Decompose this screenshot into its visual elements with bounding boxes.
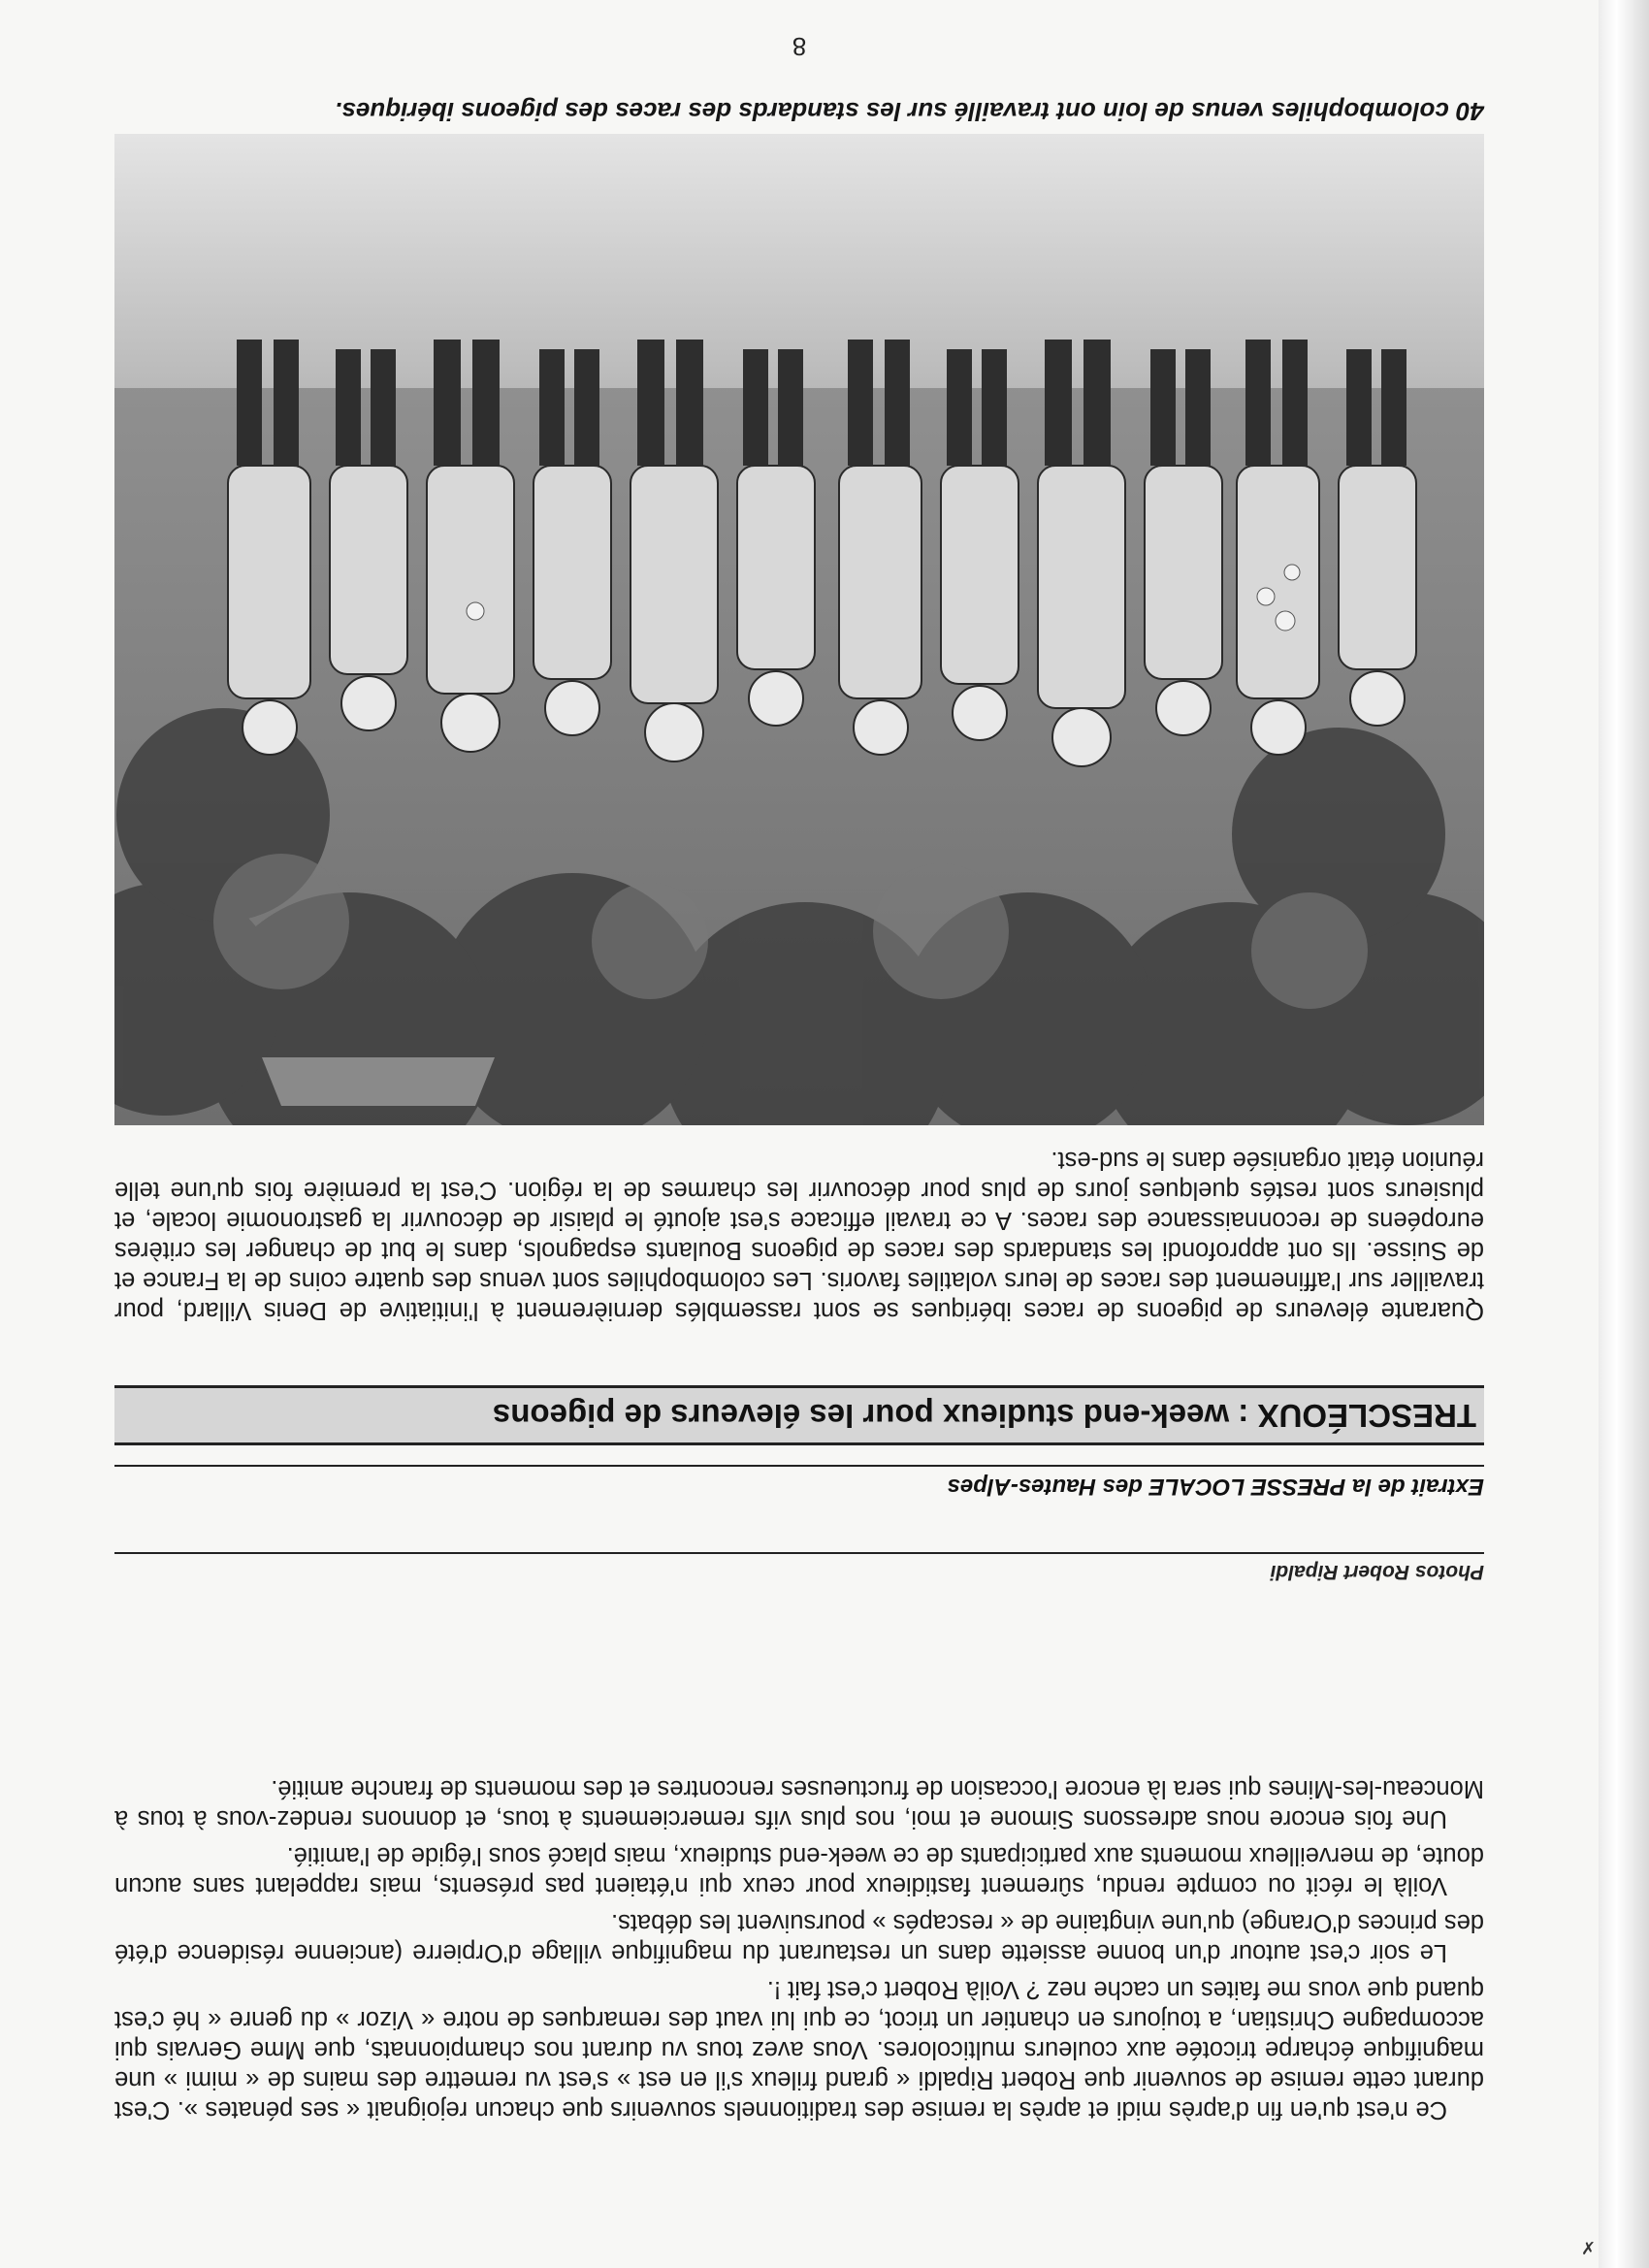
report-paragraph: Ce n'est qu'en fin d'après midi et après la remise des traditionnels souvenirs que chacun rejoignait « ses pénates ». C'est durant cette remise de souvenir que Robert Ripaldi « grand frileux s'il en est » s'est vu remettre des mains de « mimi » une magnifique écharpe tricotée aux couleurs multicolores. Vous avez tous vu durant nos championnats, que Mme Gervais qui accompagne Christian, a toujours en chantier un tricot, ce qui lui vaut des remarques de notre « Vizor » du genre « hé c'est quand que vous me faites un cache nez ? Voilà Robert c'est fait !. [114,1976,1484,2123]
headline-band [114,1385,1484,1445]
report-paragraph: Une fois encore nous adressons Simone et moi, nos plus vifs remerciements à tous, et donnons rendez-vous à tous à Monceau-les-Mines qui sera là encore l'occasion de fructueuses rencontres et des moments de franche amitié. [114,1775,1484,1832]
report-paragraph: Voilà le récit ou compte rendu, sûrement fastidieux pour ceux qui n'étaient pas présents, mais rappelant sans aucun doute, de merveilleux moments aux participants de ce week-end studieux, mais placé sous l'égide de l'amitié. [114,1842,1484,1899]
photo-credit: Photos Robert Ripaldi [114,1552,1484,1583]
pen-mark-icon: ✗ [1581,2239,1597,2259]
article-text: Quarante éleveurs de pigeons de races ibériques se sont rassemblés dernièrement à l'initiative de Denis Villard, pour travailler sur l'affinement des races de leurs volatiles favoris. Les colombophiles sont venus des quatre coins de la France et de Suisse. Ils ont approfondi les standards des races de pigeons Boulants espagnols, dans le but de changer les critères européens de reconnaissance des races. A ce travail efficace s'est ajouté le plaisir de découvrir la gastronomie locale, et plusieurs sont restés quelques jours de plus pour découvrir les charmes de la région. C'est la première fois qu'une telle réunion était organisée dans le sud-est. [114,1147,1484,1324]
binding-edge [1599,0,1649,2268]
group-photo-image [114,134,1484,1125]
group-photo [114,134,1484,1125]
article-paragraph [114,1139,1484,1325]
page-number: 8 [792,32,807,61]
photo-caption: 40 colombophiles venus de loin ont travaillé sur les standards des races des pigeons ibériques. [335,97,1484,126]
headline: TRESCLÉOUX : week-end studieux pour les éleveurs de pigeons [492,1398,1476,1434]
report-section [114,1766,1484,2124]
source-note: Extrait de la PRESSE LOCALE des Hautes-Alpes [114,1465,1484,1500]
report-paragraph: Le soir c'est autour d'un bonne assiette dans un restaurant du magnifique village d'Orpierre (ancienne résidence d'été des princes d'Orange) qu'une vingtaine de « rescapés » poursuivent les débats. [114,1909,1484,1966]
